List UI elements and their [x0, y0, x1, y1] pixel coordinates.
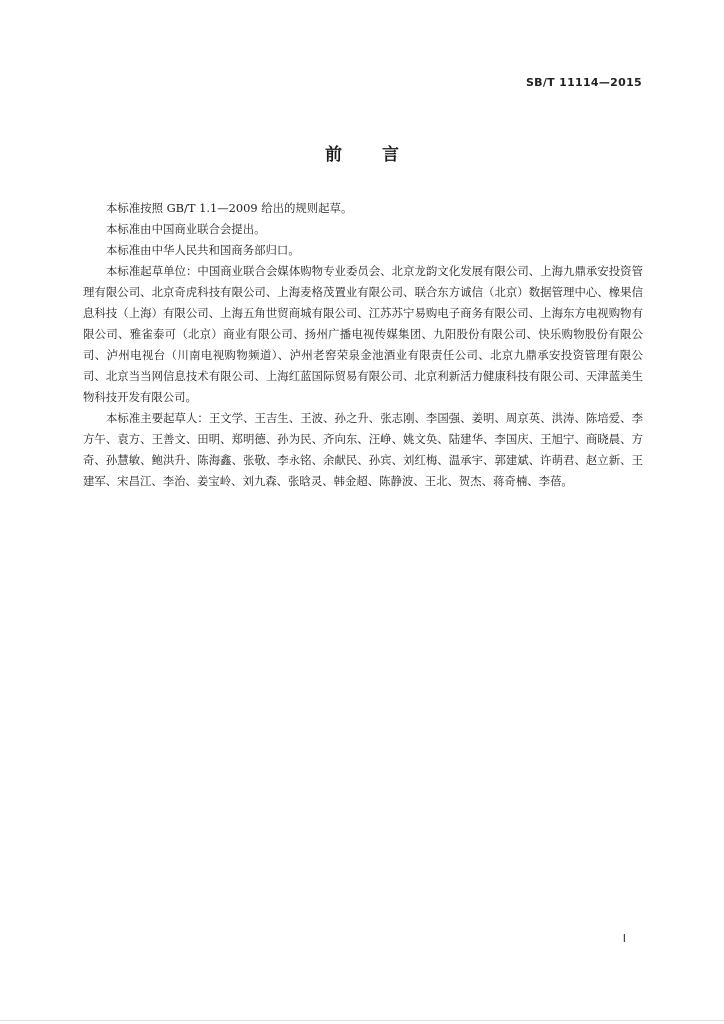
title-char-1: 前 — [325, 145, 342, 165]
paragraph-responsible-unit: 本标准由中华人民共和国商务部归口。 — [106, 243, 300, 257]
paragraph-drafters: 本标准主要起草人：王文学、王吉生、王波、孙之升、张志刚、李国强、姜明、周京英、洪涛、陈培爱、李方午、袁方、王善文、田明、郑明德、孙为民、齐向东、汪峥、姚文奂、陆建华、李国庆、王旭宁、商晓晨、方奇、孙慧敏、鲍洪升、陈海鑫、张敬、李永铭、余献民、孙宾、刘红梅、温承宇、郭建斌、许萌君、赵立新、王建军、宋昌江、李治、姜宝岭、刘九森、张晗灵、韩金超、陈静波、王北、贺杰、蒋奇楠、李蓓。 — [83, 411, 643, 488]
bottom-divider — [0, 1020, 724, 1021]
standard-code: SB/T 11114—2015 — [525, 76, 642, 89]
paragraph-proposer: 本标准由中国商业联合会提出。 — [106, 222, 266, 236]
page-title — [0, 140, 724, 165]
paragraph-drafting-units: 本标准起草单位：中国商业联合会媒体购物专业委员会、北京龙韵文化发展有限公司、上海九鼎承安投资管理有限公司、北京奇虎科技有限公司、上海麦格茂置业有限公司、联合东方诚信（北京）数据管理中心、橡果信息科技（上海）有限公司、上海五角世贸商城有限公司、江苏苏宁易购电子商务有限公司、上海东方电视购物有限公司、雅雀泰可（北京）商业有限公司、扬州广播电视传媒集团、九阳股份有限公司、快乐购物股份有限公司、泸州电视台（川南电视购物频道）、泸州老窖荣泉金池酒业有限责任公司、北京九鼎承安投资管理有限公司、北京当当网信息技术有限公司、上海红蓝国际贸易有限公司、北京利新活力健康科技有限公司、天津蓝美生物科技开发有限公司。 — [83, 264, 643, 404]
title-char-2: 言 — [382, 145, 399, 165]
page-number: I — [622, 932, 626, 945]
foreword-body — [83, 198, 643, 492]
paragraph-drafting-rules: 本标准按照 GB/T 1.1—2009 给出的规则起草。 — [106, 201, 353, 215]
